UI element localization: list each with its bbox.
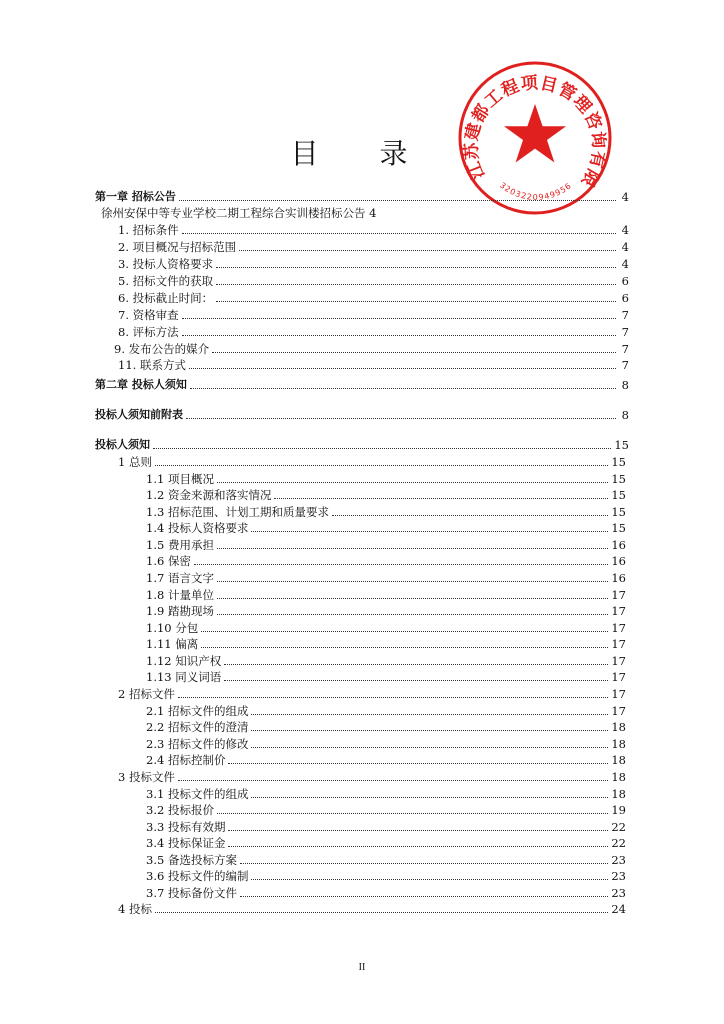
toc-entry-label: 8. 评标方法 [118, 325, 179, 339]
toc-leader-dots [216, 267, 616, 268]
toc-leader-dots [251, 730, 608, 731]
toc-entry-page: 15 [611, 472, 626, 486]
toc-entry-page: 7 [621, 308, 629, 322]
toc-entry-page: 17 [611, 687, 626, 701]
toc-entry-page: 18 [611, 737, 626, 751]
toc-entry-page: 19 [611, 803, 626, 817]
toc-leader-dots [194, 564, 608, 565]
toc-leader-dots [182, 233, 616, 234]
toc-leader-dots [332, 515, 608, 516]
toc-entry-page: 15 [614, 438, 629, 452]
toc-entry-page: 18 [611, 770, 626, 784]
seal-text: 江苏建都工程项目管理咨询有限 [461, 73, 609, 191]
toc-entry-label: 1.2 资金来源和落实情况 [146, 488, 272, 502]
toc-entry[interactable] [95, 652, 626, 668]
toc-entry-page: 15 [611, 455, 626, 469]
toc-leader-dots [274, 498, 608, 499]
toc-entry[interactable] [95, 586, 626, 602]
toc-entry-label: 1.8 计量单位 [146, 588, 214, 602]
toc-entry[interactable] [95, 718, 626, 734]
toc-entry-label: 3. 投标人资格要求 [118, 257, 214, 271]
toc-entry-page: 22 [611, 820, 626, 834]
toc-entry-page: 6 [621, 291, 629, 305]
toc-leader-dots [186, 418, 616, 419]
toc-entry-label: 第二章 投标人须知 [95, 378, 187, 391]
toc-entry-page: 7 [621, 325, 629, 339]
toc-entry-page: 15 [611, 505, 626, 519]
toc-leader-dots [228, 846, 608, 847]
toc-entry-label: 1.12 知识产权 [146, 654, 222, 668]
toc-entry-label: 3.1 投标文件的组成 [146, 787, 249, 801]
toc-entry[interactable] [95, 470, 626, 486]
toc-entry-label: 3.2 投标报价 [146, 803, 214, 817]
toc-entry-page: 17 [611, 654, 626, 668]
toc-entry-label: 3.5 备选投标方案 [146, 853, 237, 867]
toc-leader-dots [240, 896, 608, 897]
toc-entry[interactable] [95, 619, 626, 635]
toc-leader-dots [189, 368, 616, 369]
toc-entry-label: 1.6 保密 [146, 554, 191, 568]
toc-leader-dots [228, 830, 608, 831]
toc-leader-dots [239, 250, 616, 251]
toc-entry-label: 11. 联系方式 [118, 358, 186, 372]
toc-entry[interactable] [95, 406, 629, 422]
toc-entry[interactable] [95, 238, 629, 254]
toc-leader-dots [155, 912, 608, 913]
toc-leader-dots [178, 697, 608, 698]
toc-entry-page: 17 [611, 604, 626, 618]
toc-entry[interactable] [95, 834, 626, 850]
toc-entry-label: 投标人须知前附表 [95, 408, 183, 421]
toc-entry[interactable] [95, 900, 626, 916]
toc-leader-dots [251, 531, 608, 532]
toc-entry-page: 7 [621, 358, 629, 372]
toc-entry[interactable] [95, 602, 626, 618]
toc-leader-dots [217, 548, 608, 549]
toc-leader-dots [201, 647, 608, 648]
toc-entry-label: 2.2 招标文件的澄清 [146, 720, 249, 734]
toc-entry[interactable] [95, 340, 629, 356]
toc-entry[interactable] [95, 255, 629, 271]
toc-entry-label: 1 总则 [118, 455, 152, 469]
toc-entry-page: 17 [611, 637, 626, 651]
toc-entry-page: 4 [621, 223, 629, 237]
toc-entry-label: 2.1 招标文件的组成 [146, 704, 249, 718]
toc-entry-label: 7. 资格审查 [118, 308, 179, 322]
toc-entry-label: 3 投标文件 [118, 770, 175, 784]
toc-entry-label: 3.7 投标备份文件 [146, 886, 237, 900]
toc-entry[interactable] [95, 735, 626, 751]
toc-entry[interactable] [95, 785, 626, 801]
toc-entry-page: 15 [611, 521, 626, 535]
toc-leader-dots [216, 284, 616, 285]
toc-entry-label: 1.9 踏勘现场 [146, 604, 214, 618]
toc-entry[interactable] [95, 376, 629, 392]
toc-entry-page: 8 [621, 408, 629, 422]
toc-entry-label: 2 招标文件 [118, 687, 175, 701]
toc-entry[interactable] [95, 221, 629, 237]
toc-entry[interactable] [95, 188, 629, 204]
toc-leader-dots [217, 614, 608, 615]
toc-entry[interactable] [95, 768, 626, 784]
toc-entry[interactable] [95, 635, 626, 651]
toc-entry-page: 24 [611, 902, 626, 916]
toc-entry-page: 6 [621, 274, 629, 288]
toc-entry[interactable] [95, 356, 629, 372]
toc-leader-dots [182, 318, 616, 319]
toc-entry-label: 1.1 项目概况 [146, 472, 214, 486]
toc-entry[interactable] [95, 552, 626, 568]
toc-entry-label: 1.11 偏离 [146, 637, 199, 651]
toc-entry-page: 17 [611, 621, 626, 635]
toc-entry-label: 1.10 分包 [146, 621, 199, 635]
toc-entry-label: 第一章 招标公告 [95, 190, 176, 203]
toc-leader-dots [217, 482, 608, 483]
toc-entry-label: 4 投标 [118, 902, 152, 916]
toc-entry-label: 1.3 招标范围、计划工期和质量要求 [146, 505, 329, 519]
toc-entry-label: 1.5 费用承担 [146, 538, 214, 552]
toc-entry-label: 3.3 投标有效期 [146, 820, 226, 834]
toc-entry[interactable] [95, 306, 629, 322]
toc-entry[interactable] [95, 503, 626, 519]
star-icon [504, 104, 566, 163]
toc-entry-label: 5. 招标文件的获取 [118, 274, 214, 288]
toc-entry[interactable] [95, 668, 626, 684]
toc-entry-page: 22 [611, 836, 626, 850]
toc-entry-label: 徐州安保中等专业学校二期工程综合实训楼招标公告 4 [101, 206, 377, 220]
toc-entry-label: 2.4 招标控制价 [146, 753, 226, 767]
toc-leader-dots [178, 780, 608, 781]
toc-entry-page: 16 [611, 571, 626, 585]
toc-entry-label: 3.6 投标文件的编制 [146, 869, 249, 883]
toc-entry[interactable] [95, 702, 626, 718]
toc-entry-page: 23 [611, 869, 626, 883]
toc-entry-page: 17 [611, 670, 626, 684]
toc-entry[interactable] [95, 851, 626, 867]
toc-leader-dots [228, 763, 608, 764]
toc-entry[interactable] [95, 569, 626, 585]
toc-entry-label: 投标人须知 [95, 438, 150, 451]
toc-leader-dots [251, 714, 608, 715]
toc-entry-page: 8 [621, 378, 629, 392]
toc-leader-dots [201, 631, 608, 632]
toc-entry[interactable] [95, 519, 626, 535]
toc-entry[interactable] [95, 751, 626, 767]
toc-leader-dots [217, 581, 608, 582]
toc-entry[interactable] [95, 536, 626, 552]
toc-entry[interactable] [95, 204, 629, 220]
toc-leader-dots [217, 598, 608, 599]
toc-leader-dots [224, 664, 608, 665]
toc-leader-dots [182, 335, 616, 336]
toc-leader-dots [251, 747, 608, 748]
toc-leader-dots [216, 301, 616, 302]
toc-entry-page: 23 [611, 886, 626, 900]
toc-entry-page: 4 [621, 240, 629, 254]
toc-entry-label: 9. 发布公告的媒介 [114, 342, 210, 356]
toc-entry-page: 16 [611, 538, 626, 552]
toc-entry-page: 15 [611, 488, 626, 502]
toc-entry-label: 1. 招标条件 [118, 223, 179, 237]
toc-entry[interactable] [95, 453, 626, 469]
toc-leader-dots [212, 352, 616, 353]
toc-leader-dots [190, 388, 616, 389]
toc-entry-label: 6. 投标截止时间： [118, 291, 214, 305]
toc-entry-label: 2.3 招标文件的修改 [146, 737, 249, 751]
page-number: II [358, 962, 366, 973]
toc-leader-dots [224, 680, 608, 681]
toc-entry-page: 18 [611, 787, 626, 801]
toc-entry-page: 4 [621, 190, 629, 204]
toc-leader-dots [179, 200, 616, 201]
toc-leader-dots [155, 465, 608, 466]
toc-entry[interactable] [95, 436, 629, 452]
toc-leader-dots [251, 879, 608, 880]
page-title: 目 录 [290, 137, 434, 170]
toc-entry[interactable] [95, 289, 629, 305]
toc-entry-label: 2. 项目概况与招标范围 [118, 240, 237, 254]
toc-entry[interactable] [95, 884, 626, 900]
toc-entry-page: 18 [611, 753, 626, 767]
toc-entry-page: 17 [611, 588, 626, 602]
seal-code: 3203220949956 [498, 180, 574, 202]
toc-entry[interactable] [95, 323, 629, 339]
toc-entry-label: 3.4 投标保证金 [146, 836, 226, 850]
toc-entry-page: 7 [621, 342, 629, 356]
toc-leader-dots [217, 813, 608, 814]
toc-leader-dots [240, 863, 608, 864]
toc-entry[interactable] [95, 801, 626, 817]
toc-entry-label: 1.13 同义词语 [146, 670, 222, 684]
toc-entry[interactable] [95, 272, 629, 288]
toc-entry[interactable] [95, 486, 626, 502]
toc-entry-page: 17 [611, 704, 626, 718]
toc-entry[interactable] [95, 867, 626, 883]
toc-entry-page: 4 [621, 257, 629, 271]
toc-leader-dots [251, 797, 608, 798]
toc-entry-page: 18 [611, 720, 626, 734]
toc-entry-page: 16 [611, 554, 626, 568]
toc-entry-label: 1.4 投标人资格要求 [146, 521, 249, 535]
toc-entry[interactable] [95, 818, 626, 834]
toc-entry-page: 23 [611, 853, 626, 867]
toc-leader-dots [153, 448, 611, 449]
toc-entry-label: 1.7 语言文字 [146, 571, 214, 585]
toc-entry[interactable] [95, 685, 626, 701]
